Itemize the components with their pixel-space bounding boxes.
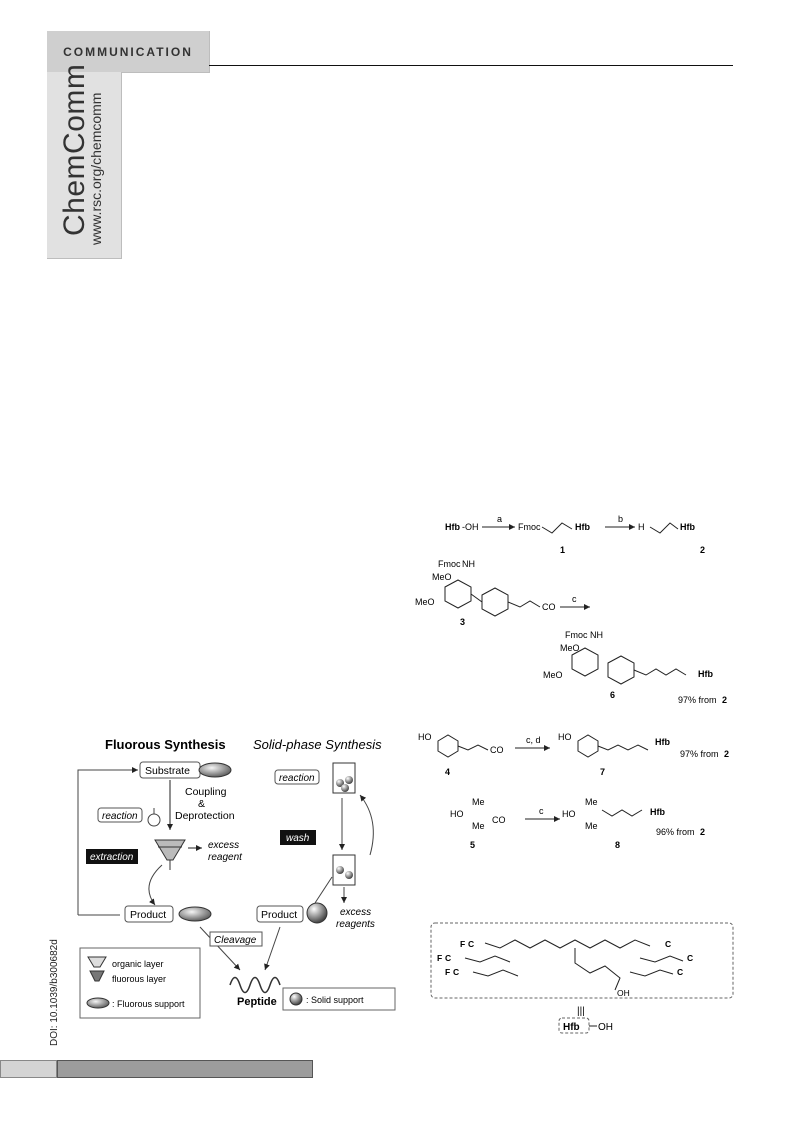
me-5b: Me bbox=[472, 821, 485, 831]
chain-1-f: F bbox=[460, 939, 466, 949]
compound-4: 4 bbox=[445, 767, 451, 777]
equivalence-mark: ||| bbox=[577, 1006, 585, 1017]
solid-phase-title: Solid-phase Synthesis bbox=[253, 737, 382, 752]
excess-reagents-2: reagents bbox=[336, 919, 375, 930]
ho-7: HO bbox=[558, 732, 572, 742]
nh-6: NH bbox=[590, 630, 603, 640]
deprotection-label: Deprotection bbox=[175, 810, 235, 822]
hfb-1: Hfb bbox=[575, 522, 590, 532]
chain-6-c: C bbox=[677, 967, 684, 977]
excess-reagent-2: reagent bbox=[208, 852, 242, 863]
hfb-8: Hfb bbox=[650, 807, 665, 817]
chain-3-f: F bbox=[445, 967, 451, 977]
peptide-label: Peptide bbox=[237, 996, 277, 1008]
doi: DOI: 10.1039/b300682d bbox=[49, 939, 60, 1046]
peptide-helix-icon bbox=[230, 978, 280, 993]
hfb-6: Hfb bbox=[698, 669, 713, 679]
section-label: COMMUNICATION bbox=[47, 31, 210, 73]
me-8b: Me bbox=[585, 821, 598, 831]
amp-label: & bbox=[198, 798, 206, 810]
compound-1: 1 bbox=[560, 545, 566, 555]
ring-6b bbox=[608, 656, 634, 684]
excess-reagents-1: excess bbox=[340, 907, 372, 918]
me-5a: Me bbox=[472, 797, 485, 807]
co2h-4: CO bbox=[490, 745, 504, 755]
nh-3: NH bbox=[462, 559, 475, 569]
product-label-right: Product bbox=[261, 909, 298, 921]
step-cd: c, d bbox=[526, 735, 541, 745]
co2h-5: CO bbox=[492, 815, 506, 825]
step-a: a bbox=[497, 514, 503, 524]
chain-2-c: C bbox=[445, 953, 452, 963]
hfb-abbrev: Hfb bbox=[563, 1022, 580, 1033]
ho-5: HO bbox=[450, 809, 464, 819]
legend-organic: organic layer bbox=[112, 959, 164, 969]
flask-icon bbox=[148, 814, 160, 826]
hfb-7: Hfb bbox=[655, 737, 670, 747]
wash-label: wash bbox=[286, 833, 310, 844]
fmoc-1: Fmoc bbox=[518, 522, 541, 532]
header-rule bbox=[209, 65, 733, 66]
reaction-label-right: reaction bbox=[279, 773, 315, 784]
step-c-3: c bbox=[572, 594, 577, 604]
coupling-label: Coupling bbox=[185, 786, 227, 798]
meo-6b: MeO bbox=[543, 670, 563, 680]
hfb-structure bbox=[425, 918, 740, 1038]
step-b: b bbox=[618, 514, 624, 524]
compound-2: 2 bbox=[700, 545, 706, 555]
legend-fluorous: fluorous layer bbox=[112, 974, 167, 984]
product-label-left: Product bbox=[130, 909, 167, 921]
footer-bar-right bbox=[57, 1060, 313, 1078]
compound-6: 6 bbox=[610, 690, 616, 700]
figure-fluorous-vs-solid-phase bbox=[70, 735, 400, 1020]
yield-8: 96% from bbox=[656, 827, 695, 837]
reaction-label-left: reaction bbox=[102, 811, 138, 822]
ho-4: HO bbox=[418, 732, 432, 742]
yield-7: 97% from bbox=[680, 749, 719, 759]
meo-6a: MeO bbox=[560, 643, 580, 653]
synthesis-scheme bbox=[410, 505, 740, 860]
hfb-oh-suffix: -OH bbox=[462, 522, 479, 532]
chain-2-f: F bbox=[437, 953, 443, 963]
co2h-3: CO bbox=[542, 602, 556, 612]
hfb-oh-end: OH bbox=[617, 988, 630, 998]
chain-5-c: C bbox=[687, 953, 694, 963]
journal-url: www.rsc.org/chemcomm bbox=[88, 92, 104, 245]
solid-support-icon bbox=[307, 903, 327, 923]
ho-8: HO bbox=[562, 809, 576, 819]
ring-7 bbox=[578, 735, 598, 757]
chain-1-c: C bbox=[468, 939, 475, 949]
fluorous-title: Fluorous Synthesis bbox=[105, 737, 226, 752]
ring-3b bbox=[482, 588, 508, 616]
hfb-2: Hfb bbox=[680, 522, 695, 532]
compound-8: 8 bbox=[615, 840, 621, 850]
excess-reagent-1: excess bbox=[208, 840, 240, 851]
journal-name: ChemComm bbox=[58, 63, 91, 236]
fluorous-support-icon bbox=[199, 763, 231, 777]
substrate-label: Substrate bbox=[145, 765, 190, 777]
yield-6: 97% from bbox=[678, 695, 717, 705]
fmoc-3: Fmoc bbox=[438, 559, 461, 569]
yield-8-ref: 2 bbox=[700, 827, 706, 837]
yield-7-ref: 2 bbox=[724, 749, 730, 759]
chain-4-c: C bbox=[665, 939, 672, 949]
separatory-funnel-icon bbox=[155, 840, 185, 860]
cleavage-label: Cleavage bbox=[214, 935, 257, 946]
extraction-label: extraction bbox=[90, 852, 134, 863]
hfb-oh-label: Hfb bbox=[445, 522, 460, 532]
hfb-abbrev-oh: OH bbox=[598, 1022, 613, 1033]
chain-3-c: C bbox=[453, 967, 460, 977]
yield-6-ref: 2 bbox=[722, 695, 728, 705]
fmoc-6: Fmoc bbox=[565, 630, 588, 640]
compound-5: 5 bbox=[470, 840, 476, 850]
meo-3a: MeO bbox=[432, 572, 452, 582]
ring-4 bbox=[438, 735, 458, 757]
compound-7: 7 bbox=[600, 767, 606, 777]
footer-bar-left bbox=[0, 1060, 57, 1078]
compound-3: 3 bbox=[460, 617, 466, 627]
ring-3a bbox=[445, 580, 471, 608]
step-c-5: c bbox=[539, 806, 544, 816]
meo-3b: MeO bbox=[415, 597, 435, 607]
legend-support: : Fluorous support bbox=[112, 999, 185, 1009]
h2n-label: H bbox=[638, 522, 645, 532]
me-8a: Me bbox=[585, 797, 598, 807]
legend-solid: : Solid support bbox=[306, 995, 364, 1005]
